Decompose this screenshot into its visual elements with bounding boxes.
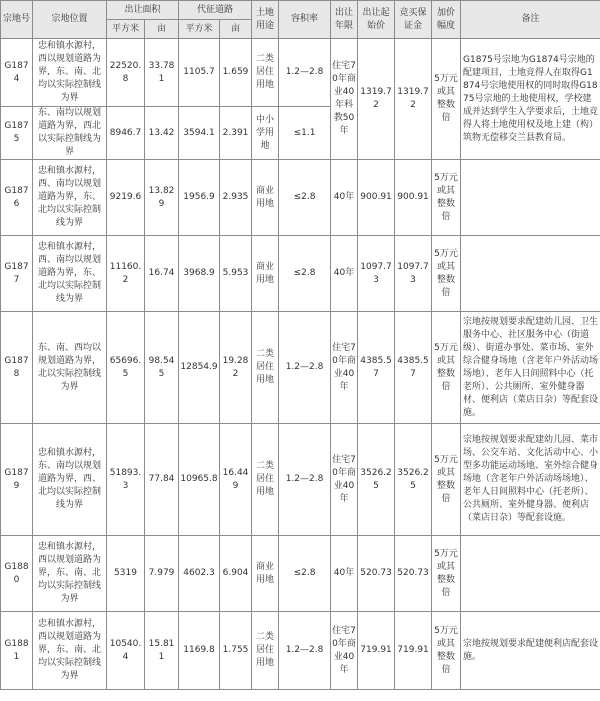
- cell-location: 忠和镇水源村，西、南均以规划道路为界，东、北均以实际控制线为界: [33, 160, 107, 236]
- cell-use: 二类居住用地: [252, 312, 279, 424]
- cell-term: 住宅70年商业40年: [331, 424, 358, 536]
- header-far: 容积率: [279, 1, 331, 39]
- cell-road-sqm: 1169.8: [179, 612, 220, 690]
- table-row: [1, 312, 600, 424]
- header-price: 出让起始价: [358, 1, 395, 39]
- cell-road-mu: 6.904: [220, 536, 252, 612]
- header-increment: 加价幅度: [432, 1, 461, 39]
- cell-price: 4385.57: [358, 312, 395, 424]
- table-row: [1, 612, 600, 690]
- cell-road-sqm: 1105.7: [179, 39, 220, 107]
- cell-area-mu: 16.74: [145, 236, 179, 312]
- cell-id: G1877: [1, 236, 33, 312]
- header-area-mu: 亩: [145, 20, 179, 39]
- header-row: [1, 1, 600, 20]
- cell-far: ≤2.8: [279, 160, 331, 236]
- cell-note: [461, 536, 600, 612]
- cell-far: 1.2—2.8: [279, 612, 331, 690]
- cell-road-mu: 2.391: [220, 107, 252, 160]
- cell-increment: 5万元或其整数倍: [432, 612, 461, 690]
- cell-far: ≤2.8: [279, 536, 331, 612]
- cell-far: ≤2.8: [279, 236, 331, 312]
- cell-area-mu: 7.979: [145, 536, 179, 612]
- cell-area-sqm: 22520.8: [107, 39, 145, 107]
- header-use: 土地用途: [252, 1, 279, 39]
- cell-increment: 5万元或其整数倍: [432, 536, 461, 612]
- cell-id: G1876: [1, 160, 33, 236]
- table-row: [1, 236, 600, 312]
- header-term: 出让年限: [331, 1, 358, 39]
- cell-far: 1.2—2.8: [279, 312, 331, 424]
- cell-deposit: 3526.25: [395, 424, 432, 536]
- cell-area-sqm: 51893.3: [107, 424, 145, 536]
- cell-note: 宗地按规划要求配建幼儿园、卫生服务中心、社区服务中心（街道级）、街道办事处、菜市场、室外综合健身场地（含老年户外活动场场地）、老年人日间照料中心（托老所）、公共厕所、室外健身器材、便利店（菜店日杂）等配套设施。: [461, 312, 600, 424]
- cell-area-sqm: 65696.5: [107, 312, 145, 424]
- table-row: [1, 424, 600, 536]
- cell-note-merged: G1875号宗地为G1874号宗地的配建项目，土地竞得人在取得G1874号宗地使用权的同时取得G1875号宗地的土地使用权，学校建成并达到学生入学要求后，土地竞得人将土地使用权及地上建（构）筑物无偿移交兰县教育局。: [461, 39, 600, 160]
- cell-id: G1880: [1, 536, 33, 612]
- cell-price: 900.91: [358, 160, 395, 236]
- cell-location: 忠和镇水源村，西、南均以规划道路为界，东、北均以实际控制线为界: [33, 236, 107, 312]
- cell-id: G1875: [1, 107, 33, 160]
- cell-increment: 5万元或其整数倍: [432, 312, 461, 424]
- cell-increment: 5万元或其整数倍: [432, 424, 461, 536]
- cell-road-sqm: 3968.9: [179, 236, 220, 312]
- cell-road-mu: 16.449: [220, 424, 252, 536]
- cell-area-sqm: 11160.2: [107, 236, 145, 312]
- cell-road-mu: 2.935: [220, 160, 252, 236]
- cell-deposit: 719.91: [395, 612, 432, 690]
- cell-use: 中小学用地: [252, 107, 279, 160]
- cell-far: 1.2—2.8: [279, 39, 331, 107]
- cell-use: 商业用地: [252, 236, 279, 312]
- cell-price-merged: 1319.72: [358, 39, 395, 160]
- header-area: 出让面积: [107, 1, 179, 20]
- cell-road-sqm: 4602.3: [179, 536, 220, 612]
- cell-use: 商业用地: [252, 160, 279, 236]
- cell-use: 二类居住用地: [252, 612, 279, 690]
- cell-road-mu: 1.755: [220, 612, 252, 690]
- cell-note: [461, 160, 600, 236]
- cell-term: 40年: [331, 160, 358, 236]
- cell-location: 忠和镇水源村，西以规划道路为界，东、南、北均以实际控制线为界: [33, 612, 107, 690]
- cell-location: 东、南均以规划道路为界，西北以实际控制线为界: [33, 107, 107, 160]
- cell-note: 宗地按规划要求配建便利店配套设施。: [461, 612, 600, 690]
- header-road: 代征道路: [179, 1, 252, 20]
- cell-note: 宗地按规划要求配建幼儿园、菜市场、公交车站、文化活动中心、小型多功能运动场地、室外综合健身场地（含老年户外活动场场地）、老年人日间照料中心（托老所）、公共厕所、室外健身器、便利店（菜店日杂）等配套设施。: [461, 424, 600, 536]
- cell-road-mu: 5.953: [220, 236, 252, 312]
- cell-use: 二类居住用地: [252, 39, 279, 107]
- cell-note: [461, 236, 600, 312]
- cell-deposit: 1097.73: [395, 236, 432, 312]
- cell-increment: 5万元或其整数倍: [432, 160, 461, 236]
- cell-id: G1879: [1, 424, 33, 536]
- cell-deposit: 520.73: [395, 536, 432, 612]
- cell-term-merged: 住宅70年商业40年科教50年: [331, 39, 358, 160]
- cell-deposit-merged: 1319.72: [395, 39, 432, 160]
- cell-location: 忠和镇水源村，西以规划道路为界，东、南、北均以实际控制线为界: [33, 39, 107, 107]
- cell-area-sqm: 8946.7: [107, 107, 145, 160]
- header-note: 备注: [461, 1, 600, 39]
- cell-id: G1874: [1, 39, 33, 107]
- cell-location: 忠和镇水源村，东、南均以规划道路为界，西、北均以实际控制线为界: [33, 424, 107, 536]
- cell-price: 3526.25: [358, 424, 395, 536]
- cell-deposit: 900.91: [395, 160, 432, 236]
- cell-area-sqm: 9219.6: [107, 160, 145, 236]
- cell-price: 1097.73: [358, 236, 395, 312]
- header-id: 宗地号: [1, 1, 33, 39]
- table-row: [1, 160, 600, 236]
- header-deposit: 竞买保证金: [395, 1, 432, 39]
- cell-deposit: 4385.57: [395, 312, 432, 424]
- cell-term: 40年: [331, 236, 358, 312]
- cell-id: G1878: [1, 312, 33, 424]
- cell-road-sqm: 1956.9: [179, 160, 220, 236]
- cell-term: 住宅70年商业40年: [331, 312, 358, 424]
- cell-road-mu: 1.659: [220, 39, 252, 107]
- cell-area-mu: 98.545: [145, 312, 179, 424]
- cell-far: ≤1.1: [279, 107, 331, 160]
- header-area-sqm: 平方米: [107, 20, 145, 39]
- cell-far: 1.2—2.8: [279, 424, 331, 536]
- cell-area-mu: 77.84: [145, 424, 179, 536]
- cell-area-sqm: 10540.4: [107, 612, 145, 690]
- cell-use: 二类居住用地: [252, 424, 279, 536]
- header-road-mu: 亩: [220, 20, 252, 39]
- cell-area-mu: 13.42: [145, 107, 179, 160]
- cell-term: 住宅70年商业40年: [331, 612, 358, 690]
- cell-area-mu: 13.829: [145, 160, 179, 236]
- header-road-sqm: 平方米: [179, 20, 220, 39]
- cell-road-sqm: 12854.9: [179, 312, 220, 424]
- cell-area-mu: 33.781: [145, 39, 179, 107]
- cell-area-mu: 15.811: [145, 612, 179, 690]
- table-row: [1, 39, 600, 107]
- cell-increment: 5万元或其整数倍: [432, 236, 461, 312]
- cell-term: 40年: [331, 536, 358, 612]
- header-location: 宗地位置: [33, 1, 107, 39]
- cell-road-sqm: 3594.1: [179, 107, 220, 160]
- cell-increment-merged: 5万元或其整数倍: [432, 39, 461, 160]
- cell-road-sqm: 10965.8: [179, 424, 220, 536]
- cell-area-sqm: 5319: [107, 536, 145, 612]
- cell-use: 商业用地: [252, 536, 279, 612]
- cell-price: 719.91: [358, 612, 395, 690]
- cell-location: 忠和镇水源村，西以规划道路为界，东、南、北均以实际控制线为界: [33, 536, 107, 612]
- cell-price: 520.73: [358, 536, 395, 612]
- cell-road-mu: 19.282: [220, 312, 252, 424]
- table-row: [1, 536, 600, 612]
- cell-location: 东、南、西均以规划道路为界，北以实际控制线为界: [33, 312, 107, 424]
- cell-id: G1881: [1, 612, 33, 690]
